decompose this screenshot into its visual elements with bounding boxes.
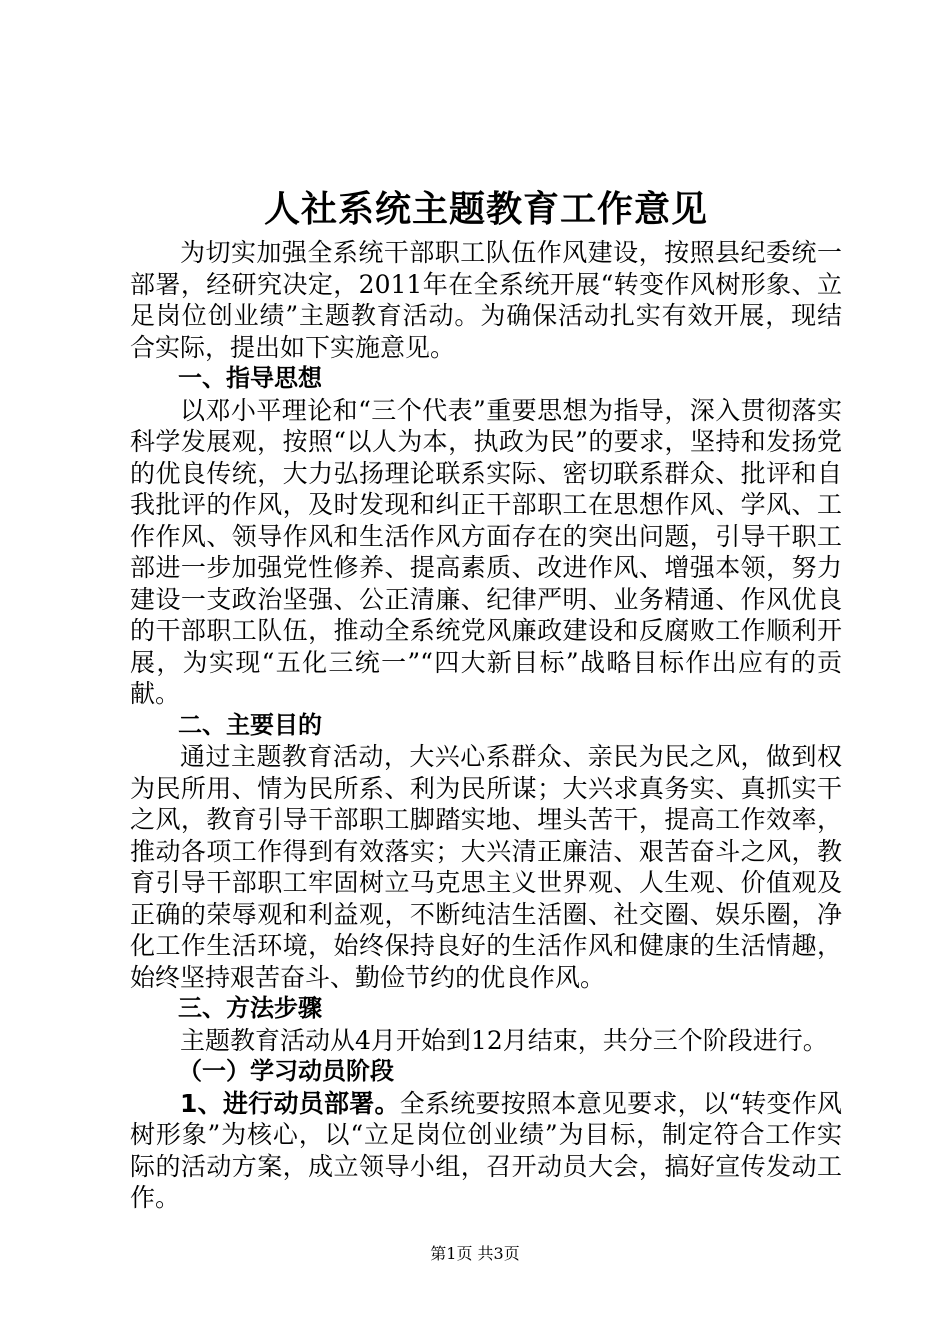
section-body-main-purpose: 通过主题教育活动，大兴心系群众、亲民为民之风，做到权为民所用、情为民所系、利为民所谋；大兴求真务实、真抓实干之风，教育引导干部职工脚踏实地、埋头苦干，提高工作效率，推动各项工作得到有效落实；大兴清正廉洁、艰苦奋斗之风，教育引导干部职工牢固树立马克思主义世界观、人生观、价值观及正确的荣辱观和利益观，不断纯洁生活圈、社交圈、娱乐圈，净化工作生活环境，始终保持良好的生活作风和健康的生活情趣，始终坚持艰苦奋斗、勤俭节约的优良作风。 xyxy=(130,742,842,992)
document-page xyxy=(130,185,842,1214)
section-heading-guiding-thought: 一、指导思想 xyxy=(178,364,322,392)
section-body-method-steps: 主题教育活动从4月开始到12月结束，共分三个阶段进行。 xyxy=(180,1025,828,1055)
page-footer: 第1页 共3页 xyxy=(430,1244,520,1263)
phase-heading-study-mobilization: （一）学习动员阶段 xyxy=(178,1057,394,1085)
section-body-guiding-thought: 以邓小平理论和“三个代表”重要思想为指导，深入贯彻落实科学发展观，按照“以人为本，执政为民”的要求，坚持和发扬党的优良传统，大力弘扬理论联系实际、密切联系群众、批评和自我批评的作风，及时发现和纠正干部职工在思想作风、学风、工作作风、领导作风和生活作风方面存在的突出问题，引导干职工部进一步加强党性修养、提高素质、改进作风、增强本领，努力建设一支政治坚强、公正清廉、纪律严明、业务精通、作风优良的干部职工队伍，推动全系统党风廉政建设和反腐败工作顺利开展，为实现“五化三统一”“四大新目标”战略目标作出应有的贡献。 xyxy=(130,395,842,708)
phase-item-body: 全系统要按照本意见要求，以“转变作风树形象”为核心，以“立足岗位创业绩”为目标，制定符合工作实际的活动方案，成立领导小组，召开动员大会，搞好宣传发动工作。 xyxy=(130,1088,842,1212)
phase-item-lead: 1、进行动员部署。 xyxy=(180,1088,400,1118)
section-heading-method-steps: 三、方法步骤 xyxy=(178,994,322,1022)
intro-paragraph: 为切实加强全系统干部职工队伍作风建设，按照县纪委统一部署，经研究决定，2011年在全系统开展“转变作风树形象、立足岗位创业绩”主题教育活动。为确保活动扎实有效开展，现结合实际，提出如下实施意见。 xyxy=(130,238,842,362)
section-heading-main-purpose: 二、主要目的 xyxy=(178,710,322,739)
document-title: 人社系统主题教育工作意见 xyxy=(263,189,708,230)
phase-item-mobilization xyxy=(130,1088,842,1214)
